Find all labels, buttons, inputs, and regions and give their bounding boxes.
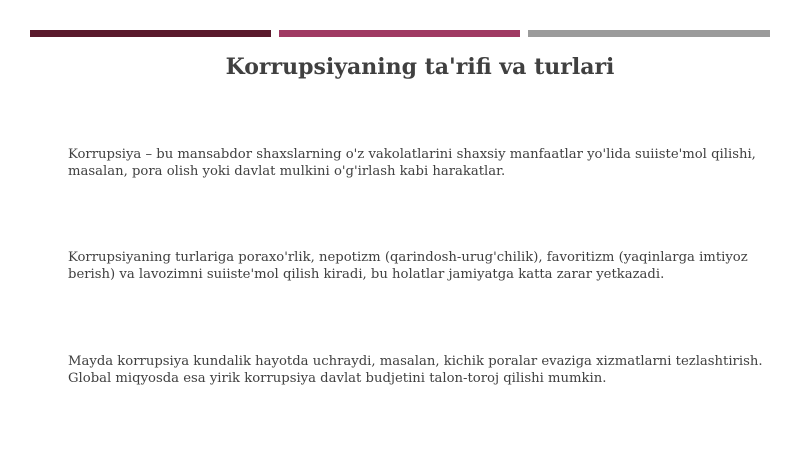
slide-title: Korrupsiyaning ta'rifi va turlari bbox=[225, 54, 615, 80]
paragraph-scale: Mayda korrupsiya kundalik hayotda uchraydi, masalan, kichik poralar evaziga xizmatlarni tezlashtirish. Global miqyosda esa yirik korrupsiya davlat budjetini talon-toroj qilishi mumkin. bbox=[68, 354, 763, 386]
accent-bar-rose bbox=[279, 30, 520, 37]
paragraph-types: Korrupsiyaning turlariga poraxo'rlik, nepotizm (qarindosh-urug'chilik), favoritizm (yaqinlarga imtiyoz berish) va lavozimni suiiste'mol qilish kiradi, bu holatlar jamiyatga katta zarar yetkazadi. bbox=[68, 250, 748, 282]
paragraph-definition: Korrupsiya – bu mansabdor shaxslarning o'z vakolatlarini shaxsiy manfaatlar yo'lida suiiste'mol qilishi, masalan, pora olish yoki davlat mulkini o'g'irlash kabi harakatlar. bbox=[68, 147, 756, 179]
accent-bar-dark bbox=[30, 30, 271, 37]
accent-bar-gray bbox=[528, 30, 770, 37]
